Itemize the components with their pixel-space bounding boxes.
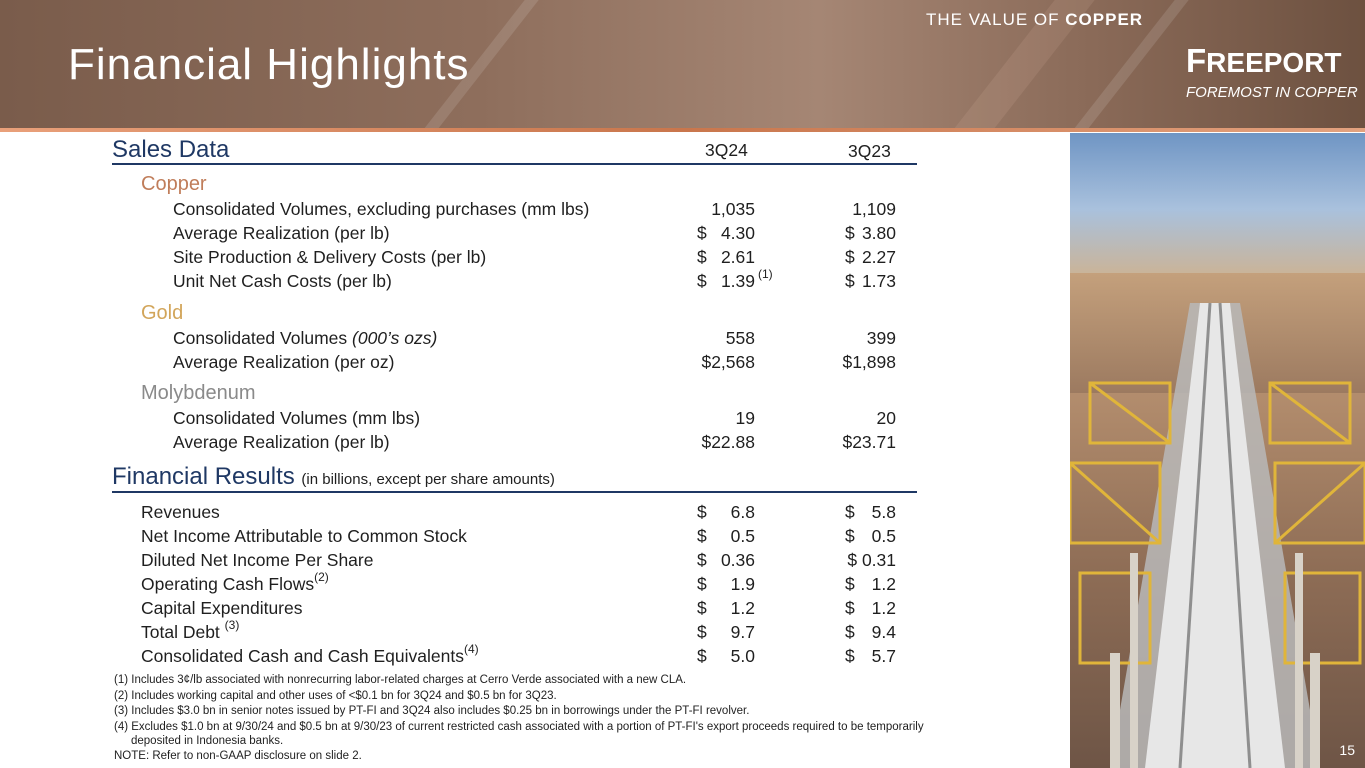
row-label-unit: (000’s ozs) bbox=[352, 328, 438, 348]
company-logo bbox=[1186, 42, 1342, 80]
dollar-sign: $ bbox=[845, 622, 855, 642]
conveyor-illustration bbox=[1070, 133, 1365, 768]
conveyor-photo bbox=[1070, 133, 1365, 768]
dollar-sign: $ bbox=[845, 646, 855, 666]
dollar-sign: $ bbox=[845, 271, 855, 291]
footnote-marker: (1) bbox=[758, 267, 773, 281]
dollar-sign: $ bbox=[845, 223, 855, 243]
table-row bbox=[112, 642, 917, 670]
category-gold: Gold bbox=[141, 302, 184, 324]
footnotes bbox=[114, 673, 964, 765]
dollar-sign: $ bbox=[845, 502, 855, 522]
table-row bbox=[112, 352, 917, 376]
value-3q24: 1,035 bbox=[711, 199, 755, 219]
dollar-sign: $ bbox=[697, 550, 707, 570]
dollar-sign: $ bbox=[845, 574, 855, 594]
category-molybdenum: Molybdenum bbox=[141, 382, 256, 404]
footnote-4: (4) Excludes $1.0 bn at 9/30/24 and $0.5 bn at 9/30/23 of current restricted cash associated with a portion of PT-FI's export proceeds required to be temporarily deposited in Indonesia banks. bbox=[114, 720, 924, 747]
footnote-ref bbox=[758, 267, 773, 292]
row-label: Revenues bbox=[141, 502, 220, 522]
value-3q24: 558 bbox=[725, 328, 755, 348]
footnote-2: (2) Includes working capital and other uses of <$0.1 bn for 3Q24 and $0.5 bn for 3Q23. bbox=[114, 689, 557, 702]
row-label: Average Realization (per lb) bbox=[173, 432, 390, 452]
row-label-text: Consolidated Cash and Cash Equivalents bbox=[141, 646, 464, 666]
row-label-text: Operating Cash Flows bbox=[141, 574, 315, 594]
table-row bbox=[112, 408, 917, 432]
table-row bbox=[112, 526, 917, 550]
tagline-prefix: THE VALUE OF bbox=[926, 10, 1060, 29]
dollar-sign: $ bbox=[697, 247, 707, 267]
logo-first-letter: F bbox=[1186, 42, 1207, 79]
value-3q23: 399 bbox=[866, 328, 896, 348]
value-3q23: 2.27 bbox=[861, 247, 896, 267]
dollar-sign: $ bbox=[697, 502, 707, 522]
table-row bbox=[112, 550, 917, 574]
row-label bbox=[141, 642, 479, 667]
value-3q24: 0.5 bbox=[730, 526, 755, 546]
dollar-sign: $ bbox=[697, 598, 707, 618]
value-3q23: 1,109 bbox=[852, 199, 896, 219]
footnote-marker: (4) bbox=[463, 642, 479, 656]
header-divider bbox=[0, 128, 1365, 132]
column-header-3q24: 3Q24 bbox=[705, 140, 748, 160]
dollar-sign: $ bbox=[697, 223, 707, 243]
tagline bbox=[926, 10, 1143, 30]
table-row bbox=[112, 267, 917, 295]
table-row bbox=[112, 223, 917, 247]
dollar-sign: $ bbox=[697, 574, 707, 594]
value-3q23: 20 bbox=[876, 408, 896, 428]
financial-results-heading: Financial Results bbox=[112, 463, 295, 490]
row-label bbox=[173, 328, 437, 349]
value-3q23: 9.4 bbox=[871, 622, 896, 642]
footnote-marker: (3) bbox=[224, 618, 240, 632]
value-3q24: 6.8 bbox=[730, 502, 755, 522]
value-3q23: 1.2 bbox=[871, 574, 896, 594]
value-3q23: 3.80 bbox=[861, 223, 896, 243]
logo-rest: REEPORT bbox=[1206, 47, 1342, 78]
value-3q24: 9.7 bbox=[730, 622, 755, 642]
value-3q23: 1.2 bbox=[871, 598, 896, 618]
row-label-text: Total Debt bbox=[141, 622, 220, 642]
value-3q24: 1.9 bbox=[730, 574, 755, 594]
value-3q23: 5.7 bbox=[871, 646, 896, 666]
row-label: Average Realization (per oz) bbox=[173, 352, 395, 372]
row-label: Consolidated Volumes, excluding purchases (mm lbs) bbox=[173, 199, 590, 219]
footnote-3: (3) Includes $3.0 bn in senior notes issued by PT-FI and 3Q24 also includes $0.25 bn in borrowings under the PT-FI revolver. bbox=[114, 705, 750, 717]
table-row bbox=[112, 432, 917, 456]
footnote-1: (1) Includes 3¢/lb associated with nonrecurring labor-related charges at Cerro Verde associated with a new CLA. bbox=[114, 674, 687, 686]
dollar-sign: $ bbox=[697, 271, 707, 291]
row-label: Site Production & Delivery Costs (per lb) bbox=[173, 247, 487, 267]
row-label: Average Realization (per lb) bbox=[173, 223, 390, 243]
value-3q23: $1,898 bbox=[842, 352, 896, 372]
row-label bbox=[141, 618, 240, 643]
dollar-sign: $ bbox=[697, 622, 707, 642]
row-label bbox=[141, 570, 329, 595]
footnote-marker: (2) bbox=[314, 570, 329, 584]
page-number: 15 bbox=[1339, 742, 1355, 758]
value-3q24: 1.39 bbox=[720, 271, 755, 291]
value-3q24: 1.2 bbox=[730, 598, 755, 618]
row-label: Net Income Attributable to Common Stock bbox=[141, 526, 467, 546]
value-3q24: 4.30 bbox=[720, 223, 755, 243]
tagline-bold: COPPER bbox=[1065, 10, 1144, 29]
financial-results-title bbox=[112, 463, 555, 491]
value-3q23: 5.8 bbox=[871, 502, 896, 522]
header-banner bbox=[0, 0, 1365, 128]
dollar-sign: $ bbox=[845, 526, 855, 546]
dollar-sign: $ bbox=[845, 247, 855, 267]
table-row bbox=[112, 247, 917, 271]
table-row bbox=[112, 328, 917, 352]
table-row bbox=[112, 618, 917, 646]
value-3q24: $22.88 bbox=[701, 432, 755, 452]
table-row bbox=[112, 502, 917, 526]
row-label: Unit Net Cash Costs (per lb) bbox=[173, 271, 392, 291]
financial-results-subtitle: (in billions, except per share amounts) bbox=[301, 471, 555, 488]
value-3q24: 19 bbox=[735, 408, 755, 428]
value-3q24: $2,568 bbox=[701, 352, 755, 372]
logo-tagline: FOREMOST IN COPPER bbox=[1186, 84, 1358, 101]
section-rule bbox=[112, 491, 917, 493]
dollar-sign: $ bbox=[697, 646, 707, 666]
row-label: Consolidated Volumes (mm lbs) bbox=[173, 408, 421, 428]
sales-data-title: Sales Data bbox=[112, 136, 230, 163]
section-rule bbox=[112, 163, 917, 165]
table-row bbox=[112, 570, 917, 598]
row-label-text: Consolidated Volumes bbox=[173, 328, 348, 348]
value-3q24: 5.0 bbox=[730, 646, 755, 666]
table-row bbox=[112, 199, 917, 223]
value-3q23: 0.5 bbox=[871, 526, 896, 546]
page-title: Financial Highlights bbox=[68, 40, 470, 89]
value-3q24: 2.61 bbox=[720, 247, 755, 267]
row-label: Diluted Net Income Per Share bbox=[141, 550, 374, 570]
category-copper: Copper bbox=[141, 173, 207, 195]
column-header-3q23: 3Q23 bbox=[848, 141, 891, 161]
footnote-note: NOTE: Refer to non-GAAP disclosure on slide 2. bbox=[114, 750, 362, 762]
row-label: Capital Expenditures bbox=[141, 598, 303, 618]
dollar-sign: $ bbox=[845, 598, 855, 618]
value-3q23: 1.73 bbox=[861, 271, 896, 291]
dollar-sign: $ bbox=[697, 526, 707, 546]
value-3q23: $23.71 bbox=[842, 432, 896, 452]
value-3q23: $ 0.31 bbox=[847, 550, 896, 570]
value-3q24: 0.36 bbox=[720, 550, 755, 570]
